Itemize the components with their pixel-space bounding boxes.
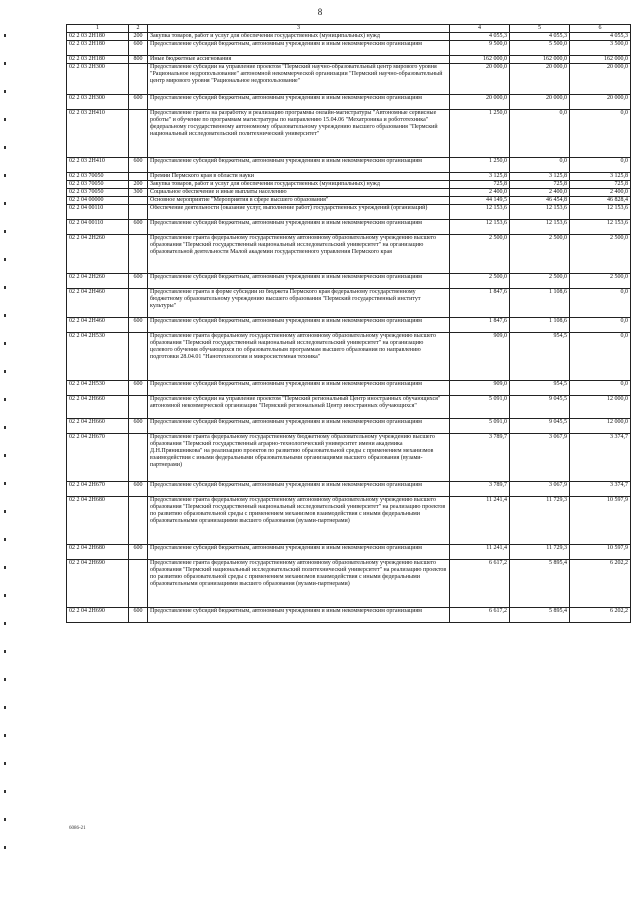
binding-mark bbox=[4, 202, 6, 205]
row-amount-col5-cell: 1 108,6 bbox=[510, 289, 570, 318]
binding-mark bbox=[4, 146, 6, 149]
table-row bbox=[67, 56, 631, 64]
row-expense-type-cell bbox=[129, 197, 148, 205]
binding-mark bbox=[4, 846, 6, 849]
row-amount-col5-cell: 0,0 bbox=[510, 110, 570, 158]
row-code-cell: 02 2 03 2Н300 bbox=[67, 95, 129, 110]
binding-mark bbox=[4, 566, 6, 569]
row-amount-col5-cell: 20 000,0 bbox=[510, 64, 570, 95]
row-amount-col5-cell: 4 055,3 bbox=[510, 33, 570, 41]
row-expense-type-cell bbox=[129, 205, 148, 220]
binding-mark bbox=[4, 34, 6, 37]
row-amount-col5-cell: 9 045,5 bbox=[510, 419, 570, 434]
row-code-cell: 02 2 04 2Н660 bbox=[67, 396, 129, 419]
row-description-cell: Предоставление субсидий бюджетным, автономным учреждениям и иным некоммерческим организациям bbox=[148, 220, 450, 235]
row-amount-col6-cell: 3 125,8 bbox=[570, 173, 631, 181]
table-row bbox=[67, 235, 631, 274]
row-amount-col6-cell: 10 597,9 bbox=[570, 545, 631, 560]
row-amount-col5-cell: 2 400,0 bbox=[510, 189, 570, 197]
row-expense-type-cell bbox=[129, 289, 148, 318]
binding-mark bbox=[4, 370, 6, 373]
table-row bbox=[67, 41, 631, 56]
row-code-cell: 02 2 04 00110 bbox=[67, 205, 129, 220]
row-amount-col4-cell: 725,8 bbox=[450, 181, 510, 189]
row-amount-col5-cell: 5 895,4 bbox=[510, 608, 570, 623]
row-amount-col4-cell: 1 847,6 bbox=[450, 289, 510, 318]
binding-mark bbox=[4, 622, 6, 625]
binding-mark bbox=[4, 818, 6, 821]
table-row bbox=[67, 396, 631, 419]
row-amount-col5-cell: 5 895,4 bbox=[510, 560, 570, 608]
row-amount-col6-cell: 2 500,0 bbox=[570, 274, 631, 289]
row-amount-col4-cell: 909,0 bbox=[450, 381, 510, 396]
row-description-cell: Предоставление гранта федеральному государственному бюджетному образовательному учреждению высшего образования "Пермский государственный аграрно-технологический университет имени академика Д.Н.Прянишникова" на реализацию проектов по развитию образовательной среды с применением механизмов взаимодействия с иными федеральными образовательными организациями высшего образования (вузами-партнерами) bbox=[148, 434, 450, 482]
row-amount-col5-cell: 3 067,9 bbox=[510, 482, 570, 497]
table-row bbox=[67, 545, 631, 560]
row-amount-col6-cell: 3 374,7 bbox=[570, 434, 631, 482]
row-amount-col6-cell: 12 153,6 bbox=[570, 220, 631, 235]
table-row bbox=[67, 33, 631, 41]
row-amount-col4-cell: 4 055,3 bbox=[450, 33, 510, 41]
row-amount-col6-cell: 162 000,0 bbox=[570, 56, 631, 64]
row-amount-col5-cell: 162 000,0 bbox=[510, 56, 570, 64]
row-description-cell: Предоставление субсидий бюджетным, автономным учреждениям и иным некоммерческим организациям bbox=[148, 41, 450, 56]
row-description-cell: Иные бюджетные ассигнования bbox=[148, 56, 450, 64]
row-amount-col4-cell: 3 789,7 bbox=[450, 482, 510, 497]
row-expense-type-cell bbox=[129, 110, 148, 158]
row-description-cell: Предоставление субсидий бюджетным, автономным учреждениям и иным некоммерческим организациям bbox=[148, 419, 450, 434]
budget-table bbox=[66, 24, 631, 623]
column-header-5: 5 bbox=[510, 25, 570, 33]
table-row bbox=[67, 110, 631, 158]
binding-mark bbox=[4, 510, 6, 513]
row-description-cell: Предоставление субсидий бюджетным, автономным учреждениям и иным некоммерческим организациям bbox=[148, 95, 450, 110]
row-code-cell: 02 2 04 2Н660 bbox=[67, 419, 129, 434]
table-row bbox=[67, 289, 631, 318]
row-amount-col4-cell: 11 241,4 bbox=[450, 497, 510, 545]
row-expense-type-cell bbox=[129, 434, 148, 482]
page-number: 8 bbox=[317, 7, 323, 17]
row-code-cell: 02 2 03 2Н410 bbox=[67, 110, 129, 158]
row-expense-type-cell: 200 bbox=[129, 181, 148, 189]
row-expense-type-cell: 600 bbox=[129, 419, 148, 434]
table-row bbox=[67, 560, 631, 608]
row-amount-col4-cell: 3 789,7 bbox=[450, 434, 510, 482]
row-amount-col4-cell: 1 250,0 bbox=[450, 158, 510, 173]
row-amount-col5-cell: 9 045,5 bbox=[510, 396, 570, 419]
row-code-cell: 02 2 04 2Н460 bbox=[67, 318, 129, 333]
binding-mark bbox=[4, 174, 6, 177]
row-amount-col4-cell: 11 241,4 bbox=[450, 545, 510, 560]
column-header-4: 4 bbox=[450, 25, 510, 33]
binding-mark bbox=[4, 258, 6, 261]
row-amount-col6-cell: 12 153,6 bbox=[570, 205, 631, 220]
row-description-cell: Предоставление гранта в форме субсидии из бюджета Пермского края федеральному государственному бюджетному образовательному учреждению высшего образования "Пермский государственный институт культуры" bbox=[148, 289, 450, 318]
table-row bbox=[67, 173, 631, 181]
row-amount-col5-cell: 2 500,0 bbox=[510, 235, 570, 274]
binding-mark bbox=[4, 286, 6, 289]
row-expense-type-cell: 600 bbox=[129, 274, 148, 289]
row-amount-col4-cell: 6 617,2 bbox=[450, 608, 510, 623]
row-amount-col5-cell: 12 153,6 bbox=[510, 205, 570, 220]
row-description-cell: Закупка товаров, работ и услуг для обеспечения государственных (муниципальных) нужд bbox=[148, 33, 450, 41]
row-code-cell: 02 2 03 2Н180 bbox=[67, 41, 129, 56]
row-amount-col6-cell: 3 500,0 bbox=[570, 41, 631, 56]
binding-mark bbox=[4, 762, 6, 765]
row-code-cell: 02 2 04 2Н530 bbox=[67, 333, 129, 381]
row-amount-col5-cell: 5 500,0 bbox=[510, 41, 570, 56]
table-row bbox=[67, 189, 631, 197]
row-code-cell: 02 2 04 2Н260 bbox=[67, 235, 129, 274]
row-amount-col4-cell: 2 500,0 bbox=[450, 274, 510, 289]
row-description-cell: Предоставление гранта на разработку и реализацию программы онлайн-магистратуры "Автономные сервисные роботы" и обучение по программам магистратуры по направлению 15.04.06 "Мехатроника и робототехника" федеральному государственному автономному образовательному учреждению высшего образования "Пермский национальный исследовательский политехнический университет" bbox=[148, 110, 450, 158]
row-amount-col6-cell: 12 000,0 bbox=[570, 396, 631, 419]
row-code-cell: 02 2 04 2Н690 bbox=[67, 560, 129, 608]
row-amount-col5-cell: 11 729,3 bbox=[510, 497, 570, 545]
row-amount-col5-cell: 12 153,6 bbox=[510, 220, 570, 235]
row-description-cell: Предоставление субсидий бюджетным, автономным учреждениям и иным некоммерческим организациям bbox=[148, 482, 450, 497]
binding-mark bbox=[4, 454, 6, 457]
row-amount-col6-cell: 10 597,9 bbox=[570, 497, 631, 545]
row-amount-col4-cell: 5 091,0 bbox=[450, 396, 510, 419]
row-description-cell: Предоставление субсидии на управление проектом "Пермский региональный Центр иностранных обучающихся" автономной некоммерческой организации "Пермский региональный Центр иностранных обучающихся" bbox=[148, 396, 450, 419]
row-description-cell: Обеспечение деятельности (оказание услуг, выполнение работ) государственных учреждений (организаций) bbox=[148, 205, 450, 220]
row-code-cell: 02 2 03 70050 bbox=[67, 181, 129, 189]
row-description-cell: Закупка товаров, работ и услуг для обеспечения государственных (муниципальных) нужд bbox=[148, 181, 450, 189]
row-expense-type-cell: 600 bbox=[129, 95, 148, 110]
row-amount-col4-cell: 6 617,2 bbox=[450, 560, 510, 608]
row-amount-col6-cell: 0,0 bbox=[570, 318, 631, 333]
row-amount-col5-cell: 0,0 bbox=[510, 158, 570, 173]
binding-mark bbox=[4, 482, 6, 485]
row-amount-col5-cell: 46 454,8 bbox=[510, 197, 570, 205]
row-amount-col6-cell: 6 202,2 bbox=[570, 608, 631, 623]
row-amount-col5-cell: 725,8 bbox=[510, 181, 570, 189]
row-code-cell: 02 2 03 2Н300 bbox=[67, 64, 129, 95]
binding-mark bbox=[4, 90, 6, 93]
row-amount-col5-cell: 20 000,0 bbox=[510, 95, 570, 110]
row-amount-col6-cell: 20 000,0 bbox=[570, 95, 631, 110]
row-code-cell: 02 2 03 70050 bbox=[67, 189, 129, 197]
binding-mark bbox=[4, 62, 6, 65]
row-amount-col4-cell: 5 091,0 bbox=[450, 419, 510, 434]
row-amount-col6-cell: 2 500,0 bbox=[570, 235, 631, 274]
row-expense-type-cell: 600 bbox=[129, 482, 148, 497]
row-description-cell: Предоставление субсидий бюджетным, автономным учреждениям и иным некоммерческим организациям bbox=[148, 158, 450, 173]
row-amount-col4-cell: 162 000,0 bbox=[450, 56, 510, 64]
row-amount-col5-cell: 954,5 bbox=[510, 333, 570, 381]
column-header-2: 2 bbox=[129, 25, 148, 33]
column-header-6: 6 bbox=[570, 25, 631, 33]
row-amount-col4-cell: 909,0 bbox=[450, 333, 510, 381]
row-amount-col6-cell: 2 400,0 bbox=[570, 189, 631, 197]
row-amount-col4-cell: 12 153,6 bbox=[450, 205, 510, 220]
row-amount-col5-cell: 11 729,3 bbox=[510, 545, 570, 560]
table-row bbox=[67, 333, 631, 381]
table-row bbox=[67, 95, 631, 110]
row-amount-col4-cell: 2 500,0 bbox=[450, 235, 510, 274]
row-amount-col6-cell: 4 055,3 bbox=[570, 33, 631, 41]
row-expense-type-cell: 300 bbox=[129, 189, 148, 197]
row-description-cell: Предоставление гранта федеральному государственному автономному образовательному учреждению высшего образования "Пермский государственный национальный исследовательский университет" на организацию образовательной деятельности Малой академии государственного управления Пермского края bbox=[148, 235, 450, 274]
row-amount-col6-cell: 3 374,7 bbox=[570, 482, 631, 497]
table-row bbox=[67, 205, 631, 220]
document-footer-code: 6086-21 bbox=[69, 826, 86, 831]
row-amount-col6-cell: 12 000,0 bbox=[570, 419, 631, 434]
row-expense-type-cell: 800 bbox=[129, 56, 148, 64]
row-description-cell: Предоставление субсидий бюджетным, автономным учреждениям и иным некоммерческим организациям bbox=[148, 318, 450, 333]
binding-mark bbox=[4, 314, 6, 317]
row-amount-col6-cell: 20 000,0 bbox=[570, 64, 631, 95]
row-expense-type-cell bbox=[129, 64, 148, 95]
row-amount-col6-cell: 0,0 bbox=[570, 110, 631, 158]
table-row bbox=[67, 434, 631, 482]
row-code-cell: 02 2 03 2Н180 bbox=[67, 33, 129, 41]
binding-mark bbox=[4, 538, 6, 541]
table-row bbox=[67, 197, 631, 205]
row-expense-type-cell: 600 bbox=[129, 158, 148, 173]
binding-mark bbox=[4, 790, 6, 793]
row-code-cell: 02 2 04 2Н260 bbox=[67, 274, 129, 289]
binding-mark bbox=[4, 230, 6, 233]
row-expense-type-cell bbox=[129, 235, 148, 274]
table-row bbox=[67, 381, 631, 396]
table-row bbox=[67, 419, 631, 434]
row-description-cell: Предоставление субсидий бюджетным, автономным учреждениям и иным некоммерческим организациям bbox=[148, 381, 450, 396]
row-code-cell: 02 2 04 2Н670 bbox=[67, 482, 129, 497]
row-code-cell: 02 2 04 2Н460 bbox=[67, 289, 129, 318]
table-row bbox=[67, 64, 631, 95]
row-amount-col6-cell: 725,8 bbox=[570, 181, 631, 189]
row-amount-col6-cell: 0,0 bbox=[570, 381, 631, 396]
binding-mark bbox=[4, 734, 6, 737]
row-code-cell: 02 2 04 2Н690 bbox=[67, 608, 129, 623]
row-description-cell: Предоставление субсидий бюджетным, автономным учреждениям и иным некоммерческим организациям bbox=[148, 608, 450, 623]
row-amount-col6-cell: 46 828,4 bbox=[570, 197, 631, 205]
column-number-row bbox=[67, 25, 631, 33]
binding-mark bbox=[4, 426, 6, 429]
row-amount-col5-cell: 3 125,8 bbox=[510, 173, 570, 181]
row-amount-col6-cell: 0,0 bbox=[570, 158, 631, 173]
column-header-1: 1 bbox=[67, 25, 129, 33]
row-amount-col4-cell: 20 000,0 bbox=[450, 64, 510, 95]
row-expense-type-cell bbox=[129, 497, 148, 545]
row-amount-col4-cell: 44 149,5 bbox=[450, 197, 510, 205]
row-amount-col4-cell: 20 000,0 bbox=[450, 95, 510, 110]
row-expense-type-cell: 600 bbox=[129, 220, 148, 235]
column-header-3: 3 bbox=[148, 25, 450, 33]
row-expense-type-cell bbox=[129, 333, 148, 381]
row-expense-type-cell: 600 bbox=[129, 41, 148, 56]
row-code-cell: 02 2 04 2Н530 bbox=[67, 381, 129, 396]
binding-mark bbox=[4, 398, 6, 401]
table-row bbox=[67, 220, 631, 235]
row-expense-type-cell bbox=[129, 173, 148, 181]
row-code-cell: 02 2 04 2Н680 bbox=[67, 497, 129, 545]
row-code-cell: 02 2 03 70050 bbox=[67, 173, 129, 181]
table-row bbox=[67, 497, 631, 545]
row-code-cell: 02 2 03 2Н410 bbox=[67, 158, 129, 173]
row-amount-col4-cell: 3 125,8 bbox=[450, 173, 510, 181]
row-description-cell: Предоставление субсидий бюджетным, автономным учреждениям и иным некоммерческим организациям bbox=[148, 274, 450, 289]
row-amount-col4-cell: 1 847,6 bbox=[450, 318, 510, 333]
row-amount-col6-cell: 0,0 bbox=[570, 289, 631, 318]
row-amount-col6-cell: 0,0 bbox=[570, 333, 631, 381]
row-code-cell: 02 2 04 00000 bbox=[67, 197, 129, 205]
row-description-cell: Премии Пермского края в области науки bbox=[148, 173, 450, 181]
row-amount-col6-cell: 6 202,2 bbox=[570, 560, 631, 608]
table-row bbox=[67, 482, 631, 497]
row-expense-type-cell bbox=[129, 396, 148, 419]
binding-mark bbox=[4, 118, 6, 121]
binding-mark bbox=[4, 706, 6, 709]
row-amount-col4-cell: 2 400,0 bbox=[450, 189, 510, 197]
row-description-cell: Социальное обеспечение и иные выплаты населению bbox=[148, 189, 450, 197]
row-amount-col5-cell: 3 067,9 bbox=[510, 434, 570, 482]
row-expense-type-cell: 600 bbox=[129, 545, 148, 560]
row-amount-col5-cell: 1 108,6 bbox=[510, 318, 570, 333]
binding-mark bbox=[4, 594, 6, 597]
table-row bbox=[67, 158, 631, 173]
row-expense-type-cell bbox=[129, 560, 148, 608]
row-code-cell: 02 2 04 2Н680 bbox=[67, 545, 129, 560]
binding-mark bbox=[4, 678, 6, 681]
row-amount-col4-cell: 12 153,6 bbox=[450, 220, 510, 235]
binding-mark bbox=[4, 650, 6, 653]
binding-edge-marks bbox=[3, 24, 9, 884]
row-expense-type-cell: 600 bbox=[129, 608, 148, 623]
table-row bbox=[67, 181, 631, 189]
row-code-cell: 02 2 04 2Н670 bbox=[67, 434, 129, 482]
row-expense-type-cell: 200 bbox=[129, 33, 148, 41]
table-row bbox=[67, 274, 631, 289]
row-amount-col4-cell: 1 250,0 bbox=[450, 110, 510, 158]
row-description-cell: Предоставление гранта федеральному государственному автономному образовательному учреждению высшего образования "Пермский национальный исследовательский политехнический университет" на реализацию проектов по развитию образовательной среды с применением механизмов взаимодействия с иными федеральными образовательными организациями высшего образования (вузами-партнерами) bbox=[148, 560, 450, 608]
row-expense-type-cell: 600 bbox=[129, 381, 148, 396]
row-description-cell: Предоставление гранта федеральному государственному автономному образовательному учреждению высшего образования "Пермский государственный национальный исследовательский университет" на реализацию проектов по развитию образовательной среды с применением механизмов взаимодействия с иными федеральными образовательными организациями высшего образования (вузами-партнерами) bbox=[148, 497, 450, 545]
binding-mark bbox=[4, 342, 6, 345]
row-amount-col5-cell: 954,5 bbox=[510, 381, 570, 396]
row-description-cell: Основное мероприятие "Мероприятия в сфере высшего образования" bbox=[148, 197, 450, 205]
row-code-cell: 02 2 03 2Н180 bbox=[67, 56, 129, 64]
row-description-cell: Предоставление субсидий бюджетным, автономным учреждениям и иным некоммерческим организациям bbox=[148, 545, 450, 560]
row-amount-col5-cell: 2 500,0 bbox=[510, 274, 570, 289]
row-code-cell: 02 2 04 00110 bbox=[67, 220, 129, 235]
row-expense-type-cell: 600 bbox=[129, 318, 148, 333]
row-description-cell: Предоставление субсидии на управление проектом "Пермский научно-образовательный центр мирового уровня "Рациональное недропользование" автономной некоммерческой организации "Пермский научно-образовательный центр мирового уровня "Рациональное недропользование" bbox=[148, 64, 450, 95]
row-amount-col4-cell: 9 500,0 bbox=[450, 41, 510, 56]
table-row bbox=[67, 318, 631, 333]
row-description-cell: Предоставление гранта федеральному государственному автономному образовательному учреждению высшего образования "Пермский государственный национальный исследовательский университет" на организацию целевого обучения обучающихся по образовательным программам высшего образования по направлению подготовки 28.04.01 "Нанотехнологии и микросистемная техника" bbox=[148, 333, 450, 381]
table-row bbox=[67, 608, 631, 623]
